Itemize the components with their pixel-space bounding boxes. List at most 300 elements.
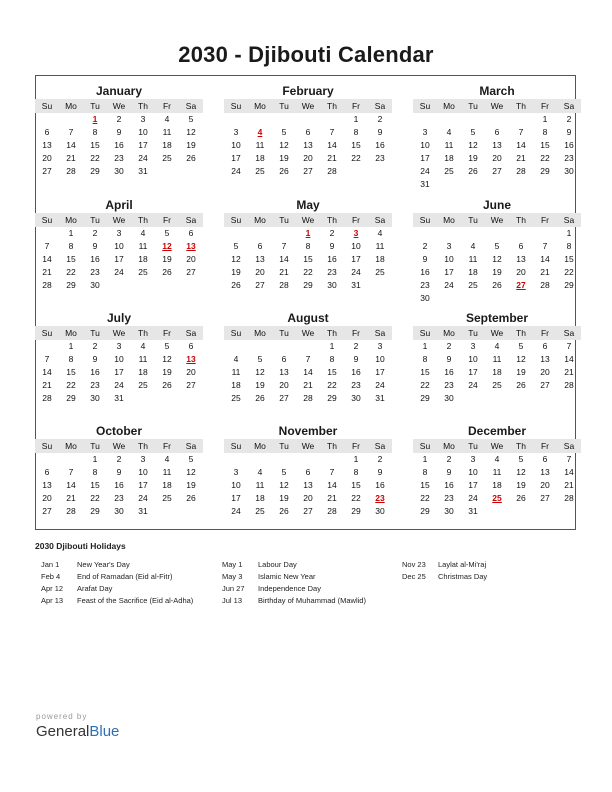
day: 21 bbox=[42, 267, 52, 277]
day: 27 bbox=[303, 506, 313, 516]
day: 27 bbox=[255, 280, 265, 290]
day: 20 bbox=[186, 254, 196, 264]
empty-day bbox=[320, 453, 344, 466]
day: 6 bbox=[494, 127, 500, 137]
day: 5 bbox=[281, 467, 287, 477]
holiday-day: 23 bbox=[375, 493, 385, 503]
day: 1 bbox=[353, 454, 359, 464]
day: 26 bbox=[186, 493, 196, 503]
day: 28 bbox=[564, 380, 574, 390]
day: 16 bbox=[114, 480, 124, 490]
day: 23 bbox=[420, 280, 430, 290]
brand-general: General bbox=[36, 723, 90, 740]
day: 9 bbox=[92, 354, 98, 364]
weekday-header bbox=[35, 99, 203, 113]
weekday-label: Sa bbox=[563, 215, 575, 225]
day: 29 bbox=[327, 393, 337, 403]
holiday-day: 12 bbox=[162, 241, 172, 251]
day: 10 bbox=[375, 354, 385, 364]
empty-day bbox=[437, 227, 461, 240]
weekday-label: Fr bbox=[351, 101, 361, 111]
holiday-item bbox=[222, 571, 366, 583]
holiday-item bbox=[402, 559, 487, 571]
weekday-label: Fr bbox=[162, 441, 172, 451]
day-grid bbox=[35, 453, 203, 518]
weekday-label: Mo bbox=[443, 215, 455, 225]
day: 10 bbox=[138, 467, 148, 477]
weekday-label: Sa bbox=[185, 441, 197, 451]
day: 24 bbox=[114, 380, 124, 390]
day: 18 bbox=[138, 254, 148, 264]
day: 13 bbox=[516, 254, 526, 264]
day: 27 bbox=[186, 380, 196, 390]
weekday-label: Su bbox=[419, 215, 431, 225]
day: 14 bbox=[327, 480, 337, 490]
weekday-label: We bbox=[490, 215, 504, 225]
holidays-title: 2030 Djibouti Holidays bbox=[35, 541, 126, 551]
day: 2 bbox=[377, 454, 383, 464]
day: 2 bbox=[377, 114, 383, 124]
day: 11 bbox=[138, 354, 148, 364]
day: 23 bbox=[90, 380, 100, 390]
day: 31 bbox=[468, 506, 478, 516]
holiday-item bbox=[222, 559, 366, 571]
weekday-label: Su bbox=[230, 101, 242, 111]
weekday-label: Th bbox=[138, 215, 148, 225]
day: 6 bbox=[518, 241, 524, 251]
day: 20 bbox=[255, 267, 265, 277]
empty-day bbox=[413, 227, 437, 240]
day: 22 bbox=[351, 493, 361, 503]
holiday-name: Laylat al-Mi'raj bbox=[438, 560, 487, 569]
day: 20 bbox=[540, 480, 550, 490]
month-5 bbox=[413, 197, 581, 305]
day: 28 bbox=[516, 166, 526, 176]
weekday-header bbox=[35, 213, 203, 227]
day: 27 bbox=[540, 380, 550, 390]
day: 19 bbox=[162, 367, 172, 377]
day: 17 bbox=[231, 153, 241, 163]
day: 6 bbox=[188, 341, 194, 351]
day: 31 bbox=[375, 393, 385, 403]
day: 10 bbox=[138, 127, 148, 137]
day: 9 bbox=[422, 254, 428, 264]
day: 22 bbox=[303, 267, 313, 277]
day: 19 bbox=[186, 140, 196, 150]
empty-day bbox=[248, 453, 272, 466]
holiday-item bbox=[41, 583, 193, 595]
day: 3 bbox=[140, 454, 146, 464]
month-name: July bbox=[106, 311, 131, 325]
weekday-label: Fr bbox=[540, 328, 550, 338]
day: 9 bbox=[116, 467, 122, 477]
day: 18 bbox=[162, 480, 172, 490]
day: 8 bbox=[68, 354, 74, 364]
generalblue-logo bbox=[36, 712, 119, 740]
day: 4 bbox=[494, 341, 500, 351]
day: 8 bbox=[422, 467, 428, 477]
day: 8 bbox=[422, 354, 428, 364]
month-2 bbox=[413, 83, 581, 191]
day: 6 bbox=[281, 354, 287, 364]
day: 10 bbox=[444, 254, 454, 264]
page-title: 2030 - Djibouti Calendar bbox=[178, 42, 434, 67]
day: 12 bbox=[516, 467, 526, 477]
month-name: March bbox=[479, 84, 515, 98]
day: 5 bbox=[518, 454, 524, 464]
day: 6 bbox=[44, 467, 50, 477]
weekday-label: Th bbox=[327, 328, 337, 338]
day: 18 bbox=[444, 153, 454, 163]
empty-day bbox=[248, 340, 272, 353]
day: 23 bbox=[114, 153, 124, 163]
day: 28 bbox=[42, 280, 52, 290]
day: 13 bbox=[303, 140, 313, 150]
holiday-item bbox=[402, 571, 487, 583]
weekday-label: Su bbox=[419, 328, 431, 338]
weekday-label: Fr bbox=[540, 101, 550, 111]
day: 3 bbox=[140, 114, 146, 124]
weekday-label: Fr bbox=[162, 215, 172, 225]
weekday-label: Mo bbox=[65, 215, 77, 225]
day: 7 bbox=[542, 241, 548, 251]
holiday-date: Jul 13 bbox=[222, 596, 243, 605]
day: 10 bbox=[114, 241, 124, 251]
day: 1 bbox=[92, 454, 98, 464]
day: 7 bbox=[518, 127, 524, 137]
day: 7 bbox=[305, 354, 311, 364]
holiday-column bbox=[402, 559, 487, 583]
day: 12 bbox=[186, 467, 196, 477]
weekday-label: We bbox=[490, 441, 504, 451]
day: 17 bbox=[444, 267, 454, 277]
day: 24 bbox=[351, 267, 361, 277]
month-name: January bbox=[95, 84, 143, 98]
day: 10 bbox=[420, 140, 430, 150]
day: 19 bbox=[492, 267, 502, 277]
day: 4 bbox=[140, 228, 146, 238]
day: 23 bbox=[90, 267, 100, 277]
day: 6 bbox=[188, 228, 194, 238]
empty-day bbox=[224, 227, 248, 240]
empty-day bbox=[296, 340, 320, 353]
holiday-day: 25 bbox=[492, 493, 502, 503]
day: 12 bbox=[231, 254, 241, 264]
day: 1 bbox=[329, 341, 335, 351]
day: 2 bbox=[446, 454, 452, 464]
weekday-label: Su bbox=[41, 328, 53, 338]
day: 26 bbox=[279, 166, 289, 176]
weekday-label: Tu bbox=[468, 215, 478, 225]
holiday-name: Arafat Day bbox=[77, 584, 113, 593]
day: 11 bbox=[468, 254, 478, 264]
day: 14 bbox=[303, 367, 313, 377]
day: 21 bbox=[327, 153, 337, 163]
holiday-day: 13 bbox=[186, 241, 196, 251]
weekday-label: Mo bbox=[254, 215, 266, 225]
day: 18 bbox=[138, 367, 148, 377]
day: 18 bbox=[492, 367, 502, 377]
day: 27 bbox=[492, 166, 502, 176]
day: 14 bbox=[327, 140, 337, 150]
day: 5 bbox=[164, 341, 170, 351]
month-10 bbox=[224, 423, 392, 518]
day: 17 bbox=[231, 493, 241, 503]
day: 28 bbox=[42, 393, 52, 403]
day: 16 bbox=[375, 480, 385, 490]
weekday-label: Tu bbox=[468, 101, 478, 111]
day: 4 bbox=[494, 454, 500, 464]
empty-day bbox=[59, 113, 83, 126]
weekday-label: We bbox=[112, 328, 126, 338]
day: 12 bbox=[468, 140, 478, 150]
day-grid bbox=[413, 340, 581, 405]
day: 17 bbox=[138, 480, 148, 490]
day: 16 bbox=[114, 140, 124, 150]
day: 3 bbox=[233, 467, 239, 477]
weekday-label: Mo bbox=[254, 101, 266, 111]
day: 29 bbox=[66, 393, 76, 403]
day: 23 bbox=[444, 493, 454, 503]
holiday-day: 1 bbox=[92, 114, 98, 124]
day: 21 bbox=[303, 380, 313, 390]
weekday-header bbox=[413, 99, 581, 113]
weekday-label: Fr bbox=[540, 441, 550, 451]
day: 22 bbox=[540, 153, 550, 163]
day: 30 bbox=[375, 506, 385, 516]
day: 30 bbox=[444, 506, 454, 516]
day: 21 bbox=[564, 367, 574, 377]
day: 2 bbox=[353, 341, 359, 351]
empty-day bbox=[509, 227, 533, 240]
day: 23 bbox=[564, 153, 574, 163]
weekday-label: Th bbox=[327, 101, 337, 111]
day: 2 bbox=[566, 114, 572, 124]
day: 15 bbox=[351, 480, 361, 490]
weekday-label: Sa bbox=[374, 441, 386, 451]
day: 21 bbox=[42, 380, 52, 390]
day: 6 bbox=[542, 341, 548, 351]
weekday-header bbox=[224, 439, 392, 453]
day: 3 bbox=[470, 454, 476, 464]
day: 2 bbox=[116, 114, 122, 124]
month-name: August bbox=[287, 311, 329, 325]
weekday-label: Mo bbox=[443, 101, 455, 111]
day: 9 bbox=[377, 467, 383, 477]
empty-day bbox=[272, 113, 296, 126]
holiday-name: Independence Day bbox=[258, 584, 321, 593]
day-grid bbox=[224, 340, 392, 405]
day: 24 bbox=[444, 280, 454, 290]
day: 6 bbox=[44, 127, 50, 137]
day: 26 bbox=[279, 506, 289, 516]
day: 3 bbox=[422, 127, 428, 137]
day: 19 bbox=[231, 267, 241, 277]
day: 3 bbox=[116, 341, 122, 351]
weekday-label: We bbox=[490, 328, 504, 338]
day: 28 bbox=[564, 493, 574, 503]
day: 10 bbox=[468, 354, 478, 364]
day: 11 bbox=[138, 241, 148, 251]
day: 8 bbox=[305, 241, 311, 251]
day: 28 bbox=[540, 280, 550, 290]
empty-day bbox=[509, 113, 533, 126]
weekday-label: Fr bbox=[162, 328, 172, 338]
weekday-label: Tu bbox=[468, 441, 478, 451]
weekday-header bbox=[413, 213, 581, 227]
day: 11 bbox=[492, 354, 502, 364]
day: 4 bbox=[140, 341, 146, 351]
day: 21 bbox=[540, 267, 550, 277]
day: 9 bbox=[446, 467, 452, 477]
day: 21 bbox=[564, 480, 574, 490]
weekday-label: Fr bbox=[351, 441, 361, 451]
day: 22 bbox=[66, 267, 76, 277]
day: 4 bbox=[233, 354, 239, 364]
weekday-label: Sa bbox=[185, 215, 197, 225]
day: 5 bbox=[281, 127, 287, 137]
weekday-label: Su bbox=[230, 215, 242, 225]
holiday-name: End of Ramadan (Eid al-Fitr) bbox=[77, 572, 173, 581]
day: 19 bbox=[186, 480, 196, 490]
day: 25 bbox=[162, 153, 172, 163]
holiday-name: Islamic New Year bbox=[258, 572, 316, 581]
weekday-label: Su bbox=[230, 328, 242, 338]
day: 5 bbox=[494, 241, 500, 251]
day: 5 bbox=[233, 241, 239, 251]
empty-day bbox=[320, 113, 344, 126]
day: 15 bbox=[66, 367, 76, 377]
month-6 bbox=[35, 310, 203, 405]
month-name: April bbox=[105, 198, 133, 212]
holiday-day: 13 bbox=[186, 354, 196, 364]
day: 29 bbox=[90, 506, 100, 516]
day-grid bbox=[35, 227, 203, 292]
day: 25 bbox=[162, 493, 172, 503]
day: 22 bbox=[564, 267, 574, 277]
day: 16 bbox=[90, 367, 100, 377]
day: 28 bbox=[279, 280, 289, 290]
weekday-label: We bbox=[301, 215, 315, 225]
weekday-label: Sa bbox=[185, 101, 197, 111]
day: 12 bbox=[279, 140, 289, 150]
weekday-label: Th bbox=[327, 215, 337, 225]
day: 24 bbox=[468, 493, 478, 503]
day: 14 bbox=[66, 480, 76, 490]
day: 26 bbox=[162, 267, 172, 277]
day: 27 bbox=[540, 493, 550, 503]
day: 2 bbox=[116, 454, 122, 464]
day: 15 bbox=[420, 367, 430, 377]
day: 7 bbox=[281, 241, 287, 251]
day: 31 bbox=[114, 393, 124, 403]
day: 6 bbox=[542, 454, 548, 464]
weekday-label: Su bbox=[41, 441, 53, 451]
month-name: February bbox=[282, 84, 334, 98]
day: 7 bbox=[44, 354, 50, 364]
month-name: October bbox=[95, 424, 142, 438]
day: 28 bbox=[66, 166, 76, 176]
day: 10 bbox=[231, 140, 241, 150]
day: 8 bbox=[92, 467, 98, 477]
day: 7 bbox=[68, 127, 74, 137]
day: 5 bbox=[470, 127, 476, 137]
day: 8 bbox=[566, 241, 572, 251]
day: 4 bbox=[446, 127, 452, 137]
day: 31 bbox=[138, 506, 148, 516]
day: 7 bbox=[329, 467, 335, 477]
day: 11 bbox=[162, 467, 172, 477]
month-4 bbox=[224, 197, 392, 292]
day: 14 bbox=[279, 254, 289, 264]
holiday-item bbox=[222, 583, 366, 595]
day: 30 bbox=[327, 280, 337, 290]
day: 16 bbox=[444, 480, 454, 490]
day: 13 bbox=[279, 367, 289, 377]
day: 11 bbox=[231, 367, 241, 377]
day: 8 bbox=[92, 127, 98, 137]
day: 26 bbox=[516, 493, 526, 503]
day: 24 bbox=[375, 380, 385, 390]
day: 25 bbox=[492, 380, 502, 390]
day: 19 bbox=[279, 493, 289, 503]
day: 7 bbox=[44, 241, 50, 251]
day: 4 bbox=[164, 454, 170, 464]
holiday-name: New Year's Day bbox=[77, 560, 130, 569]
day: 26 bbox=[186, 153, 196, 163]
day: 15 bbox=[564, 254, 574, 264]
day: 28 bbox=[327, 166, 337, 176]
empty-day bbox=[437, 113, 461, 126]
day: 7 bbox=[68, 467, 74, 477]
holiday-date: May 1 bbox=[222, 560, 243, 569]
weekday-label: We bbox=[301, 328, 315, 338]
day: 17 bbox=[114, 367, 124, 377]
day: 19 bbox=[468, 153, 478, 163]
day: 16 bbox=[90, 254, 100, 264]
day: 27 bbox=[186, 267, 196, 277]
weekday-label: Sa bbox=[563, 328, 575, 338]
day: 11 bbox=[492, 467, 502, 477]
day: 3 bbox=[116, 228, 122, 238]
day: 30 bbox=[114, 506, 124, 516]
weekday-label: Tu bbox=[279, 101, 289, 111]
day: 22 bbox=[90, 493, 100, 503]
day: 30 bbox=[444, 393, 454, 403]
empty-day bbox=[248, 227, 272, 240]
weekday-label: Sa bbox=[374, 101, 386, 111]
day: 8 bbox=[542, 127, 548, 137]
day: 18 bbox=[468, 267, 478, 277]
day: 4 bbox=[164, 114, 170, 124]
empty-day bbox=[272, 453, 296, 466]
weekday-label: Th bbox=[516, 215, 526, 225]
holiday-column bbox=[41, 559, 193, 607]
weekday-label: Fr bbox=[351, 215, 361, 225]
holiday-day: 27 bbox=[516, 280, 526, 290]
day: 20 bbox=[516, 267, 526, 277]
day: 21 bbox=[516, 153, 526, 163]
day: 25 bbox=[138, 380, 148, 390]
month-11 bbox=[413, 423, 581, 518]
day: 30 bbox=[564, 166, 574, 176]
weekday-header bbox=[413, 439, 581, 453]
day: 29 bbox=[420, 506, 430, 516]
weekday-label: We bbox=[301, 101, 315, 111]
day: 13 bbox=[303, 480, 313, 490]
empty-day bbox=[272, 340, 296, 353]
empty-day bbox=[59, 453, 83, 466]
